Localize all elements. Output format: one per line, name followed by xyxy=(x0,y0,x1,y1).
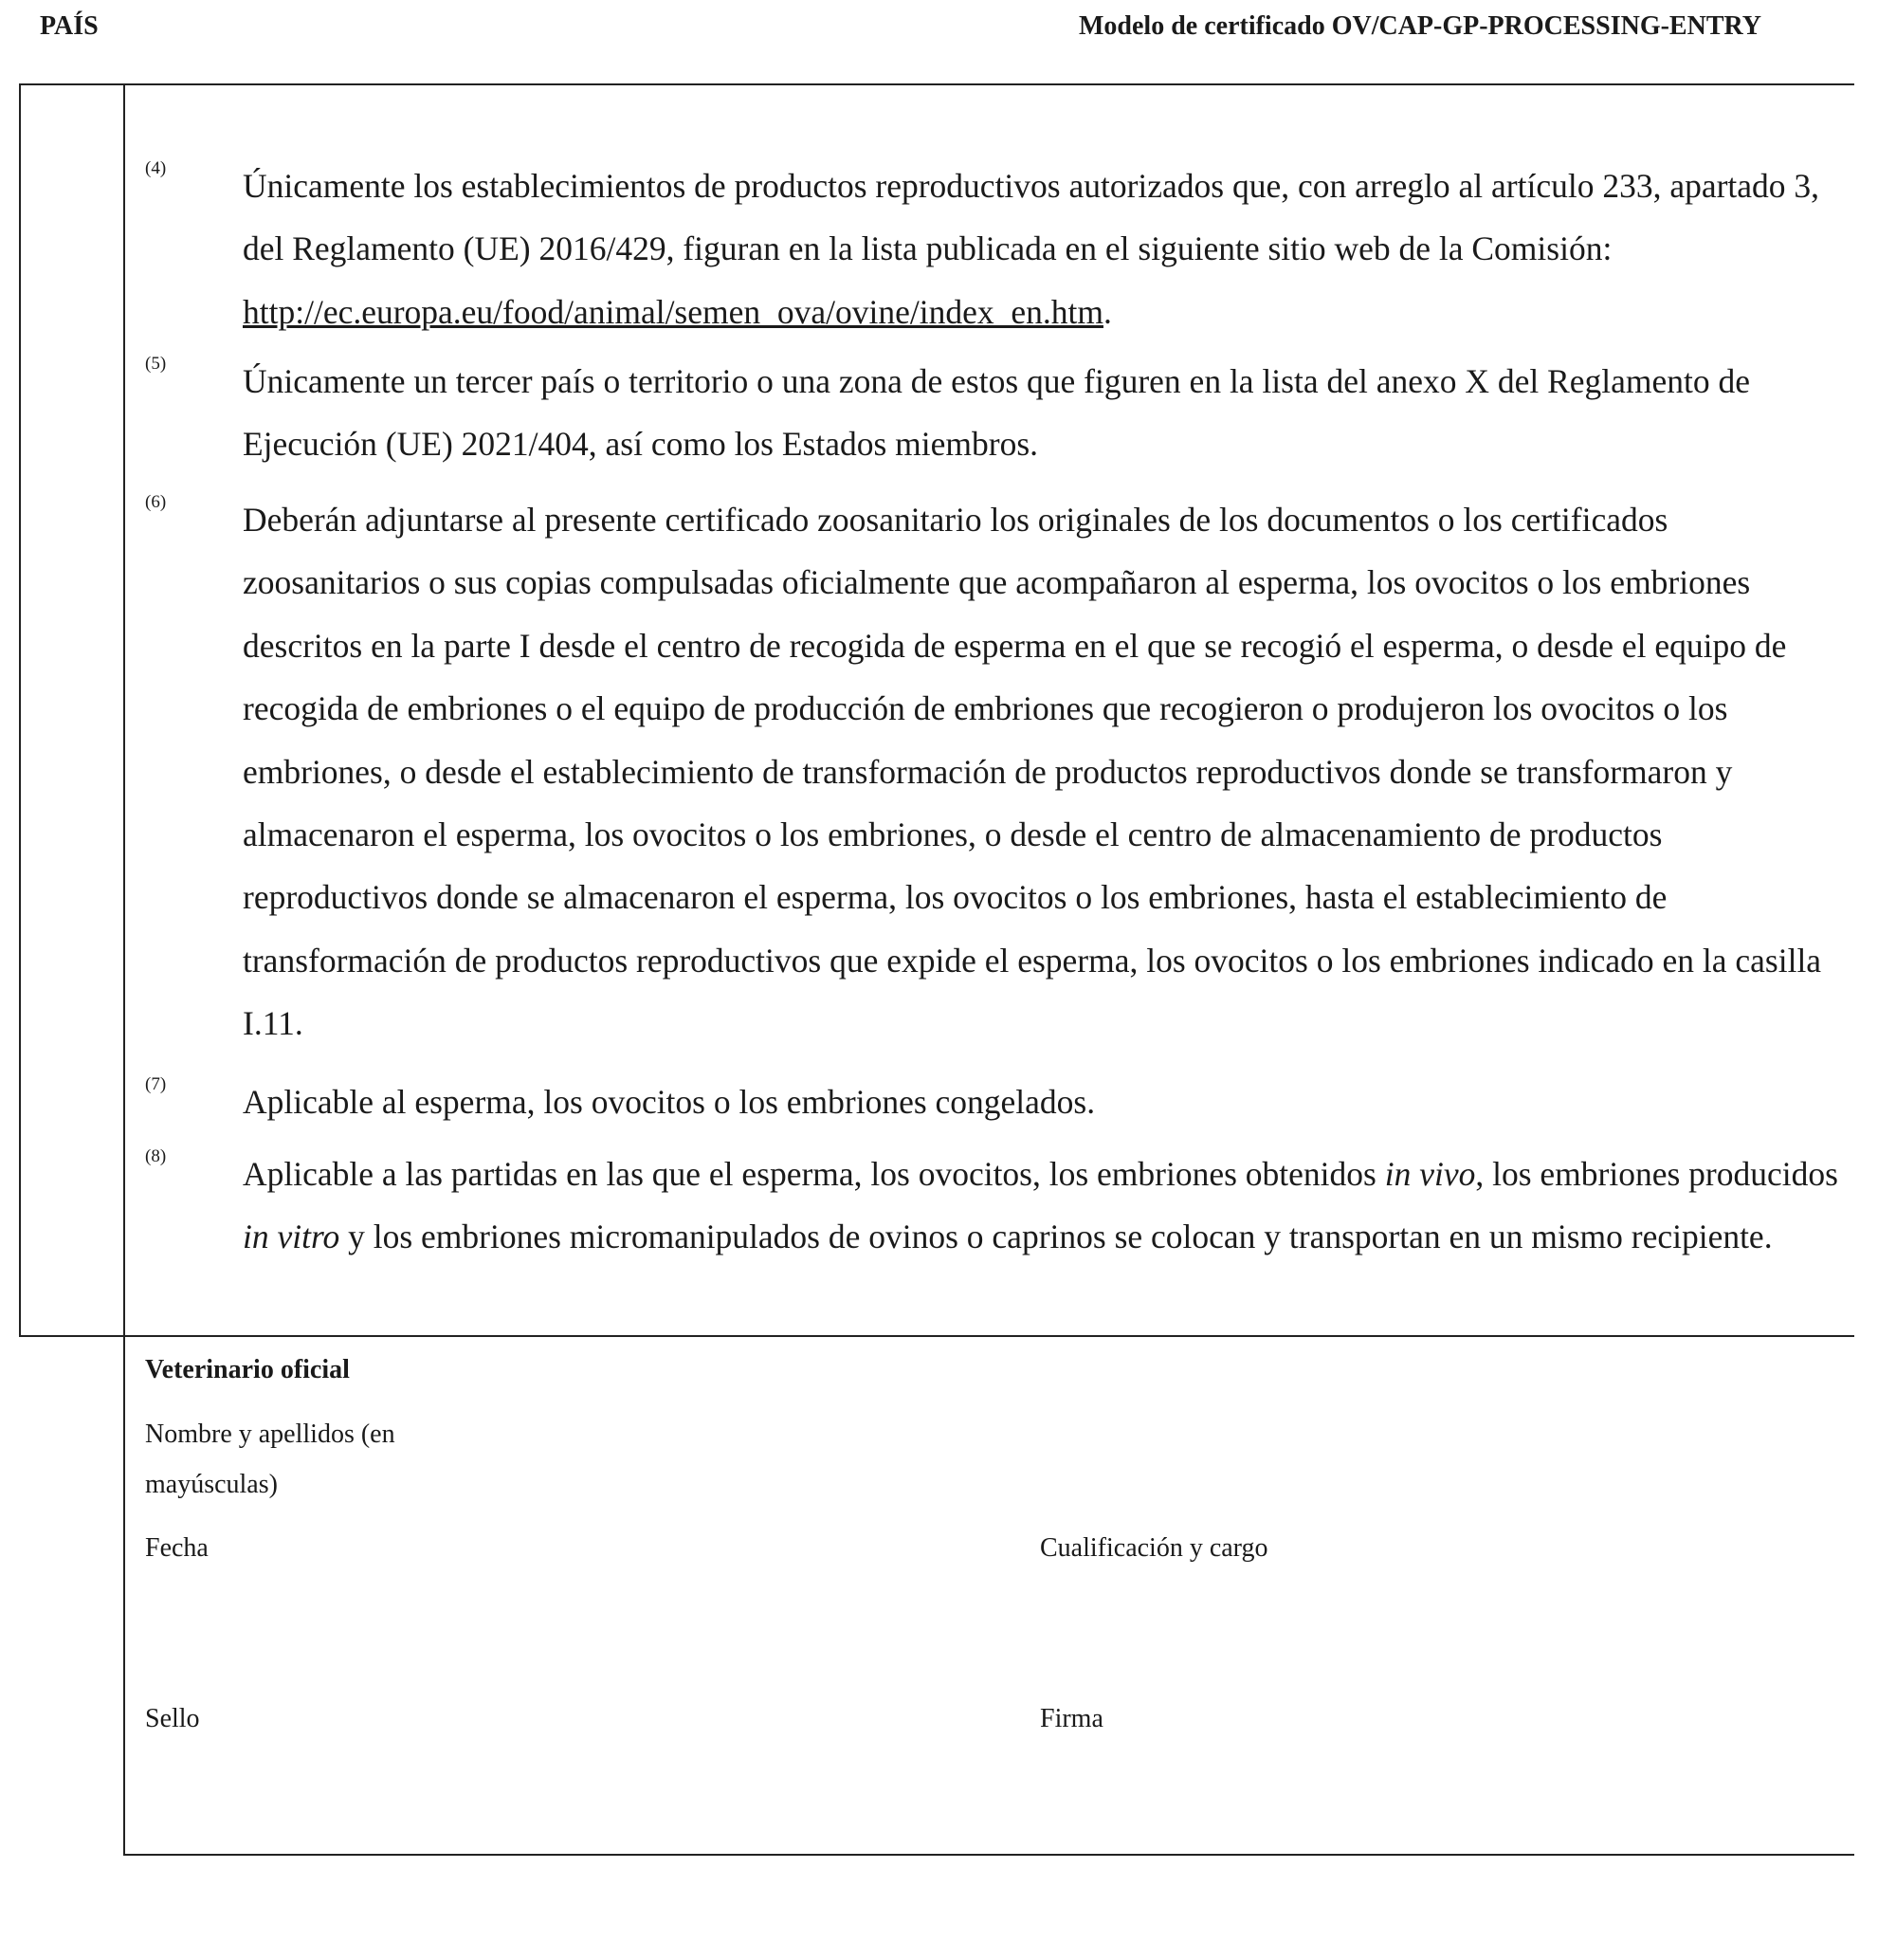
name-field-label: Nombre y apellidos (en mayúsculas) xyxy=(145,1420,395,1499)
table-divider xyxy=(19,1335,1854,1337)
official-vet-heading: Veterinario oficial xyxy=(145,1355,350,1384)
table-left-border xyxy=(19,83,21,1337)
footnote-text-part: , los embriones producidos xyxy=(1475,1155,1838,1193)
qualification-field-label: Cualificación y cargo xyxy=(1040,1533,1268,1563)
stamp-field-label: Sello xyxy=(145,1704,200,1733)
certificate-model-title: Modelo de certificado OV/CAP-GP-PROCESSING-ENTRY xyxy=(1079,11,1761,41)
commission-website-link[interactable]: http://ec.europa.eu/food/animal/semen_ova/ovine/index_en.htm xyxy=(243,292,1103,331)
footnote-text: Aplicable al esperma, los ovocitos o los embriones congelados. xyxy=(243,1083,1096,1121)
table-top-border xyxy=(19,83,1854,85)
italic-term: in vitro xyxy=(243,1218,340,1256)
footnote-text-part: . xyxy=(1103,292,1112,331)
footnote-text-part: Aplicable a las partidas en las que el esperma, los ovocitos, los embriones obtenidos xyxy=(243,1155,1385,1193)
footnote-text-part: y los embriones micromanipulados de ovinos o caprinos se colocan y transportan en un mismo recipiente. xyxy=(339,1218,1773,1256)
country-label: PAÍS xyxy=(40,11,99,41)
footnote-text-part: Únicamente los establecimientos de productos reproductivos autorizados que, con arreglo al artículo 233, apartado 3, del Reglamento (UE) 2016/429, figuran en la lista publicada en el siguiente sitio web de la Comisión: xyxy=(243,167,1820,268)
footnote-number: (4) xyxy=(145,158,167,178)
date-field-label: Fecha xyxy=(145,1533,209,1563)
footnote-number: (6) xyxy=(145,492,167,512)
footnote-number: (5) xyxy=(145,354,167,374)
footnote-text xyxy=(243,1143,1847,1269)
table-bottom-border xyxy=(123,1854,1854,1856)
footnote-text: Únicamente un tercer país o territorio o una zona de estos que figuren en la lista del anexo X del Reglamento de Ejecución (UE) 2021/404, así como los Estados miembros. xyxy=(243,362,1751,464)
signature-field-label: Firma xyxy=(1040,1704,1103,1733)
footnote-text xyxy=(243,155,1847,343)
table-inner-border xyxy=(123,83,125,1855)
italic-term: in vivo xyxy=(1384,1155,1476,1193)
footnote-number: (8) xyxy=(145,1146,167,1166)
footnote-text: Deberán adjuntarse al presente certificado zoosanitario los originales de los documentos o los certificados zoosanitarios o sus copias compulsadas oficialmente que acompañaron al esperma, los ovocitos o los embriones descritos en la parte I desde el centro de recogida de esperma en el que se recogió el esperma, o desde el equipo de recogida de embriones o el equipo de producción de embriones que recogieron o produjeron los ovocitos o los embriones, o desde el establecimiento de transformación de productos reproductivos donde se transformaron y almacenaron el esperma, los ovocitos o los embriones, o desde el centro de almacenamiento de productos reproductivos donde se almacenaron el esperma, los ovocitos o los embriones, hasta el establecimiento de transformación de productos reproductivos que expide el esperma, los ovocitos o los embriones indicado en la casilla I.11. xyxy=(243,501,1822,1043)
footnote-number: (7) xyxy=(145,1074,167,1094)
